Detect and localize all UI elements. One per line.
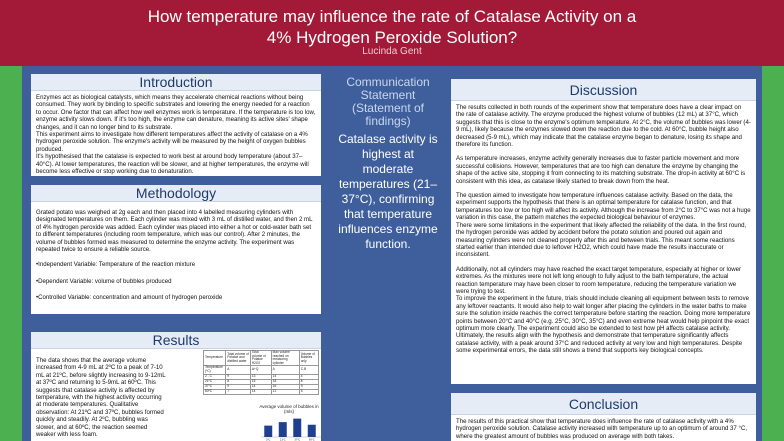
table-cell: C-B [299, 366, 318, 374]
communication-heading: Communication Statement (Statement of findings) [346, 75, 430, 128]
table-row [204, 366, 319, 374]
chart-tick-label: 37ºC [294, 438, 301, 441]
results-text: The data shows that the average volume increased from 4-9 mL at 2ºC to a peak of 7-10 mL at 21ºC, before slightly increasing to 9-12mL at 37ºC and returning to 5-9mL at 60ºC. This suggests that catalase activity is affected by temperature, with the highest activity occurring at moderate temperatures. Qualitative observation: At 21ºC and 37ºC, bubbles formed quickly and steadily. At 2ºC, bubbling was slower, and at 60ºC, the reaction seemed weaker with less foam. [36, 357, 166, 439]
table-cell: 13 [250, 374, 271, 379]
discussion-paragraph: Ultimately, the results align with the hypothesis and demonstrate that temperature significantly affects catalase activity, with a peak around 37°C and reduced activity at very low and high temperatures. Despite some experimental errors, the data still shows a trend that supports key biological concepts. [456, 332, 743, 355]
conclusion-panel [451, 393, 756, 441]
table-cell: 14 [250, 389, 271, 394]
chart-bar [293, 419, 301, 437]
chart-title: Average volume of bubbles in (mls) [259, 404, 319, 414]
table-cell: A [226, 366, 251, 374]
discussion-paragraph: As temperature increases, enzyme activity generally increases due to faster particle movement and more successful collisions. However, temperatures that are too high can denature the enzyme by changing the shape of the active site, stopping it from connecting to its matching substrate. The drop-in activity at 60°C is consistent with this idea, as catalase likely started to break down from the heat. [456, 155, 746, 185]
chart-tick-label: 21ºC [279, 438, 286, 441]
discussion-paragraph: The results collected in both rounds of the experiment show that temperature does have a clear impact on the rate of catalase activity. The enzyme produced the highest volume of bubbles (12 mL) at 37°C, which suggests that this is close to the enzyme's optimum temperature. At 2°C, the volume of bubbles was lower (4-9 mL), likely because the enzymes slowed down the reaction due to the cold. At 60°C, bubble height also decreased (5-9 mL), which may indicate that the catalase enzyme began to denature, losing its shape and therefore its function. [456, 104, 751, 149]
table-header-cell: Temperature [204, 351, 226, 366]
chart-tick-label: 60ºC [308, 438, 315, 441]
introduction-text [31, 91, 321, 176]
table-cell: 8 [299, 379, 318, 384]
table-cell: A+Q [250, 366, 271, 374]
table-cell: 18 [271, 379, 299, 384]
poster-title [0, 6, 784, 48]
table-cell: 8 [226, 379, 251, 384]
discussion-paragraph: The question aimed to investigate how temperature influences catalase activity. Based on the data, the experiment supports the hypothesis that there is an optimal temperature for catalase function, and that temperatures too low or too high will affect its activity. Although the increase from 2°C to 37°C was not a huge variation in this case, the pattern matches the expected biological behaviour of enzymes. [456, 192, 751, 222]
methodology-panel [31, 185, 321, 314]
discussion-heading: Discussion [451, 79, 756, 101]
table-header-cell: Total volume of Potatoe H2O2 [250, 351, 271, 366]
results-table [203, 350, 319, 395]
table-cell: 21ºC [204, 379, 226, 384]
poster-author: Lucinda Gent [362, 46, 422, 57]
methodology-paragraph: Grated potato was weighed at 2g each and then placed into 4 labelled measuring cylinders with designated temperatures on them. Each cylinder was mixed with 3 mL of distilled water, and then 2 mL of 4% hydrogen peroxide was added. Each cylinder was placed into either a hot or cold-water bath set to different temperatures (including room temperature, which was our control). After 2 minutes, the volume of bubbles formed was measured to determine the enzyme activity. The experiment was repeated twice to ensure a reliable source. [36, 209, 313, 254]
discussion-paragraph: Additionally, not all cylinders may have reached the exact target temperature, especially at higher or lower extremes. As the mixtures were not left long enough to fully adjust to the bath temperature, the actual reaction temperature may have been closer to room temperature, reducing the temperature variation we were trying to test. [456, 265, 742, 295]
introduction-paragraph: It's hypothesised that the catalase is expected to work best at around body temperature (about 37–40°C). At lower temperatures, the reaction will be slower, and at higher temperatures, the enzyme will become less effective or stop working due to denaturation. [36, 153, 309, 176]
table-cell: Temperature (ºC) [204, 366, 226, 374]
table-cell: 2 - C [204, 374, 226, 379]
table-cell: 4 [299, 374, 318, 379]
discussion-paragraph: There were some limitations in the experiment that likely affected the reliability of the data. In the first round, the hydrogen peroxide was added by accident before the potato solution and poured out again and measuring cylinders were not cleaned properly after this and between trials. This meant some reactions started earlier than intended due to leftover H2O2, which could have made the results inaccurate or inconsistent. [456, 221, 747, 259]
communication-statement [336, 76, 440, 252]
chart-bar [308, 425, 316, 437]
chart-bar [264, 426, 272, 437]
left-border-stripe [0, 0, 22, 441]
introduction-paragraph: Enzymes act as biological catalysts, which means they accelerate chemical reactions without being consumed. They work by binding to specific substrates and lowering the energy needed for a reaction to occur. One factor that can affect how well enzymes work is temperature. If the temperature is too low, enzyme activity slows down. If it's too high, the enzyme can denature, meaning its active sites' shape changes, and it can no longer bind to its substrate. [36, 94, 316, 131]
independent-variable: •Independent Variable: Temperature of the reaction mixture [36, 261, 196, 269]
table-cell: 14 [250, 384, 271, 389]
introduction-heading: Introduction [31, 74, 321, 91]
introduction-paragraph: This experiment aims to investigate how different temperatures affect the activity of catalase on a 4% hydrogen peroxide solution. The enzyme's activity will be measured by the height of oxygen bubbles produced. [36, 131, 308, 153]
conclusion-text: The results of this practical show that temperature does influence the rate of catalase activity with a 4% hydrogen peroxide solution. Catalase activity increased with temperature up to an optimum of around 37 °C, where the greatest amount of bubbles was produced on average with both takes. [456, 418, 748, 440]
table-cell: 14 [271, 374, 299, 379]
conclusion-heading: Conclusion [451, 393, 756, 415]
results-panel [31, 332, 321, 441]
poster-header [0, 0, 784, 66]
results-heading: Results [31, 332, 321, 349]
communication-body: Catalase activity is highest at moderate temperatures (21–37°C), confirming that temperature influences enzyme function. [338, 132, 438, 251]
discussion-text [451, 101, 756, 358]
discussion-paragraph: To improve the experiment in the future, trials should include cleaning all equipment between tests to remove any leftover reactants. It would also help to wait longer after placing the cylinders in the water baths to make sure the solution inside reaches the correct temperature before starting the reaction. Doing more temperature points between 20°C and 40°C (e.g. 25°C, 30°C, 35°C) and even extreme heat would help pinpoint the exact optimum more clearly. The experiment could also be extended to test how pH affects catalase activity. [456, 295, 751, 332]
table-cell: 9 [299, 384, 318, 389]
table-cell: 15 [250, 379, 271, 384]
bubble-volume-bar-chart [257, 415, 321, 441]
table-cell: 11 [271, 389, 299, 394]
introduction-panel [31, 74, 321, 176]
table-row [204, 389, 319, 394]
dependent-variable: •Dependent Variable: volume of bubbles produced [36, 277, 172, 285]
table-header-cell: Max volume reached on measuring cylinder [271, 351, 299, 366]
discussion-panel [451, 79, 756, 384]
table-cell: 5 [299, 389, 318, 394]
table-cell: 16 [271, 384, 299, 389]
methodology-heading: Methodology [31, 185, 321, 202]
table-cell: 60ºC [204, 389, 226, 394]
poster-title-line-1: How temperature may influence the rate of Catalase Activity on a [147, 7, 637, 26]
table-cell: 37ºC [204, 384, 226, 389]
table-cell: 7 [226, 389, 251, 394]
table-header-row [204, 351, 319, 366]
right-border-stripe [762, 0, 784, 441]
table-cell: 9 [226, 384, 251, 389]
chart-tick-label: 2ºC [266, 438, 271, 441]
methodology-text [31, 202, 321, 305]
table-cell: A [271, 366, 299, 374]
chart-bar [279, 422, 287, 437]
poster-title-line-2: 4% Hydrogen Peroxide Solution? [266, 28, 518, 47]
table-cell: 9 [226, 374, 251, 379]
controlled-variable: •Controlled Variable: concentration and amount of hydrogen peroxide [36, 294, 223, 302]
table-header-cell: Volume of Bubbles only [299, 351, 318, 366]
table-header-cell: Total volume of Potatoe and distilled water [226, 351, 251, 366]
